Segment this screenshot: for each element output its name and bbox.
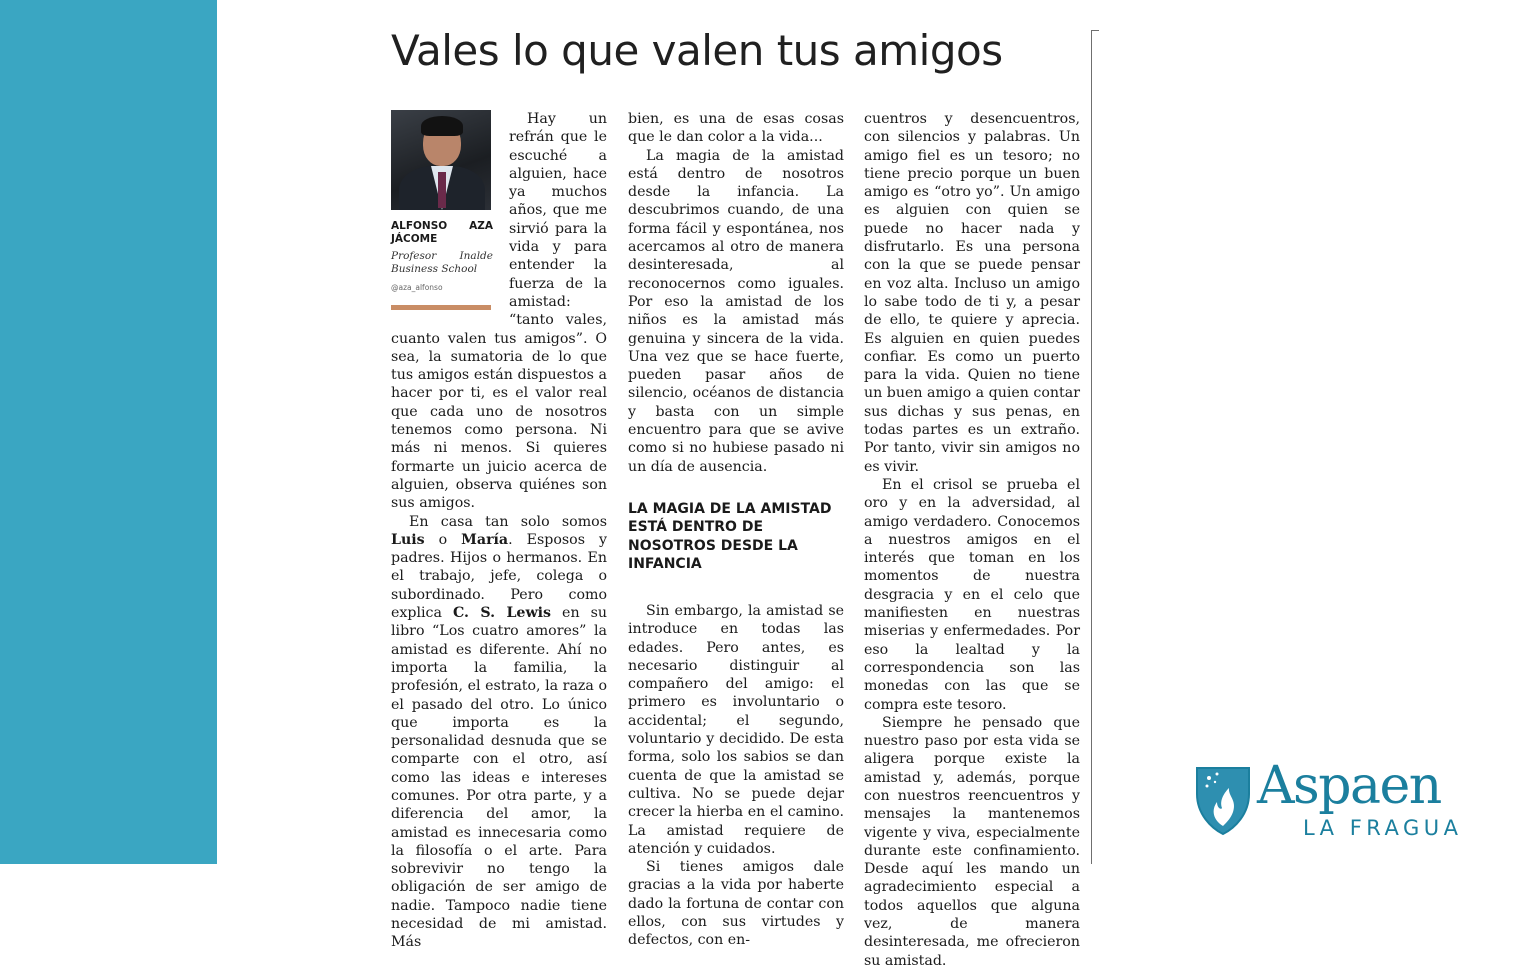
paragraph: En el crisol se prueba el oro y en la adversidad, al amigo verdadero. Conocemos a nuestros amigos en el interés que toman en los momentos de nuestra desgracia y en el celo que manifiesten en nuestras miserias y enfermedades. Por eso la lealtad y la correspondencia son las monedas con las que se compra este tesoro. (864, 476, 1080, 713)
paragraph: Hay un refrán que le escuché a alguien, hace ya muchos años, que me sirvió para la vida y para entender la fuerza de la amistad: “tanto vales, cuanto valen tus amigos”. O sea, la sumatoria de lo que tus amigos están dispuestos a hacer por ti, es el valor real que cada uno de nosotros tenemos como persona. Ni más ni menos. Si quieres formarte un juicio acerca de alguien, observa quiénes son sus amigos. (391, 111, 607, 512)
paragraph: Sin embargo, la amistad se introduce en todas las edades. Pero antes, es necesario distinguir al compañero del amigo: el primero es involuntario o accidental; el segundo, voluntario y decidido. De esta forma, solo los sabios se dan cuenta de que la amistad se cultiva. No se puede dejar crecer la hierba en el camino. La amistad requiere de atención y cuidados. (628, 602, 844, 857)
aspaen-logo (1195, 756, 1495, 840)
author-box (391, 110, 493, 310)
logo-subtitle: LA FRAGUA (1303, 816, 1463, 840)
person-name: María (461, 531, 509, 548)
paragraph: cuentros y desencuentros, con silencios y palabras. Un amigo fiel es un tesoro; no tiene precio porque un buen amigo es “otro yo”. Un amigo es alguien con quien se puede no hacer nada y disfrutarlo. Es una persona con la que se puede pensar en voz alta. Incluso un amigo lo sabe todo de ti y, a pesar de ello, te quiere y aprecia. Es alguien en quien puedes confiar. Es como un puerto para la vida. Quien no tiene un buen amigo a quien contar sus dichas y sus penas, en todas partes es un extraño. Por tanto, vivir sin amigos no es vivir. (864, 111, 1080, 475)
column-divider-tick (1091, 30, 1099, 31)
author-photo (391, 110, 491, 210)
article-column-3 (864, 110, 1080, 970)
paragraph: En casa tan solo somos Luis o María. Esposos y padres. Hijos o hermanos. En el trabajo, jefe, colega o subordinado. Pero como explica C. S. Lewis en su libro “Los cuatro amores” la amistad es diferente. Ahí no importa la familia, la profesión, el estrato, la raza o el pasado del otro. Lo único que importa es la personalidad desnuda que se comparte con el otro, así como las ideas e intereses comunes. Por otra parte, y a diferencia del amor, la amistad es innecesaria como la filosofía o el arte. Para sobrevivir no tengo la obligación de ser amigo de nadie. Tampoco nadie tiene necesidad de mi amistad. Más (391, 513, 607, 951)
author-name: ALFONSO AZA JÁCOME (391, 220, 493, 245)
article-headline: Vales lo que valen tus amigos (391, 26, 1003, 75)
author-handle: @aza_alfonso (391, 283, 443, 292)
left-sidebar-band (0, 0, 217, 864)
paragraph: Si tienes amigos dale gracias a la vida por haberte dado la fortuna de contar con ellos, con sus virtudes y defectos, con en- (628, 859, 844, 949)
paragraph: Siempre he pensado que nuestro paso por esta vida se aligera porque existe la amistad y, además, porque con nuestros reencuentros y mensajes la mantenemos vigente y viva, especialmente durante este confinamiento. Desde aquí les mando un agradecimiento especial a todos aquellos que alguna vez, de manera desinteresada, me ofrecieron su amistad. (864, 714, 1080, 969)
column-divider-rule (1091, 30, 1092, 864)
author-accent-bar (391, 305, 491, 310)
paragraph: bien, es una de esas cosas que le dan color a la vida... (628, 111, 844, 146)
newspaper-article (391, 26, 1091, 969)
shield-flame-icon (1195, 764, 1251, 836)
pull-quote: LA MAGIA DE LA AMISTAD ESTÁ DENTRO DE NOSOTROS DESDE LA INFANCIA (628, 500, 832, 573)
author-role: Profesor Inalde Business School (391, 250, 493, 275)
article-column-1 (391, 110, 607, 952)
article-column-2 (628, 110, 844, 950)
logo-wordmark: Aspaen (1257, 756, 1441, 816)
paragraph: La magia de la amistad está dentro de nosotros desde la infancia. La descubrimos cuando, de una forma fácil y espontánea, nos acercamos al otro de manera desinteresada, al reconocernos como iguales. Por eso la amistad de los niños es la amistad más genuina y sincera de la vida. Una vez que se hace fuerte, pueden pasar años de silencio, océanos de distancia y basta con un simple encuentro para que se avive como si no hubiese pasado ni un día de ausencia. (628, 147, 844, 475)
person-name: C. S. Lewis (452, 605, 552, 622)
person-name: Luis (391, 531, 425, 548)
